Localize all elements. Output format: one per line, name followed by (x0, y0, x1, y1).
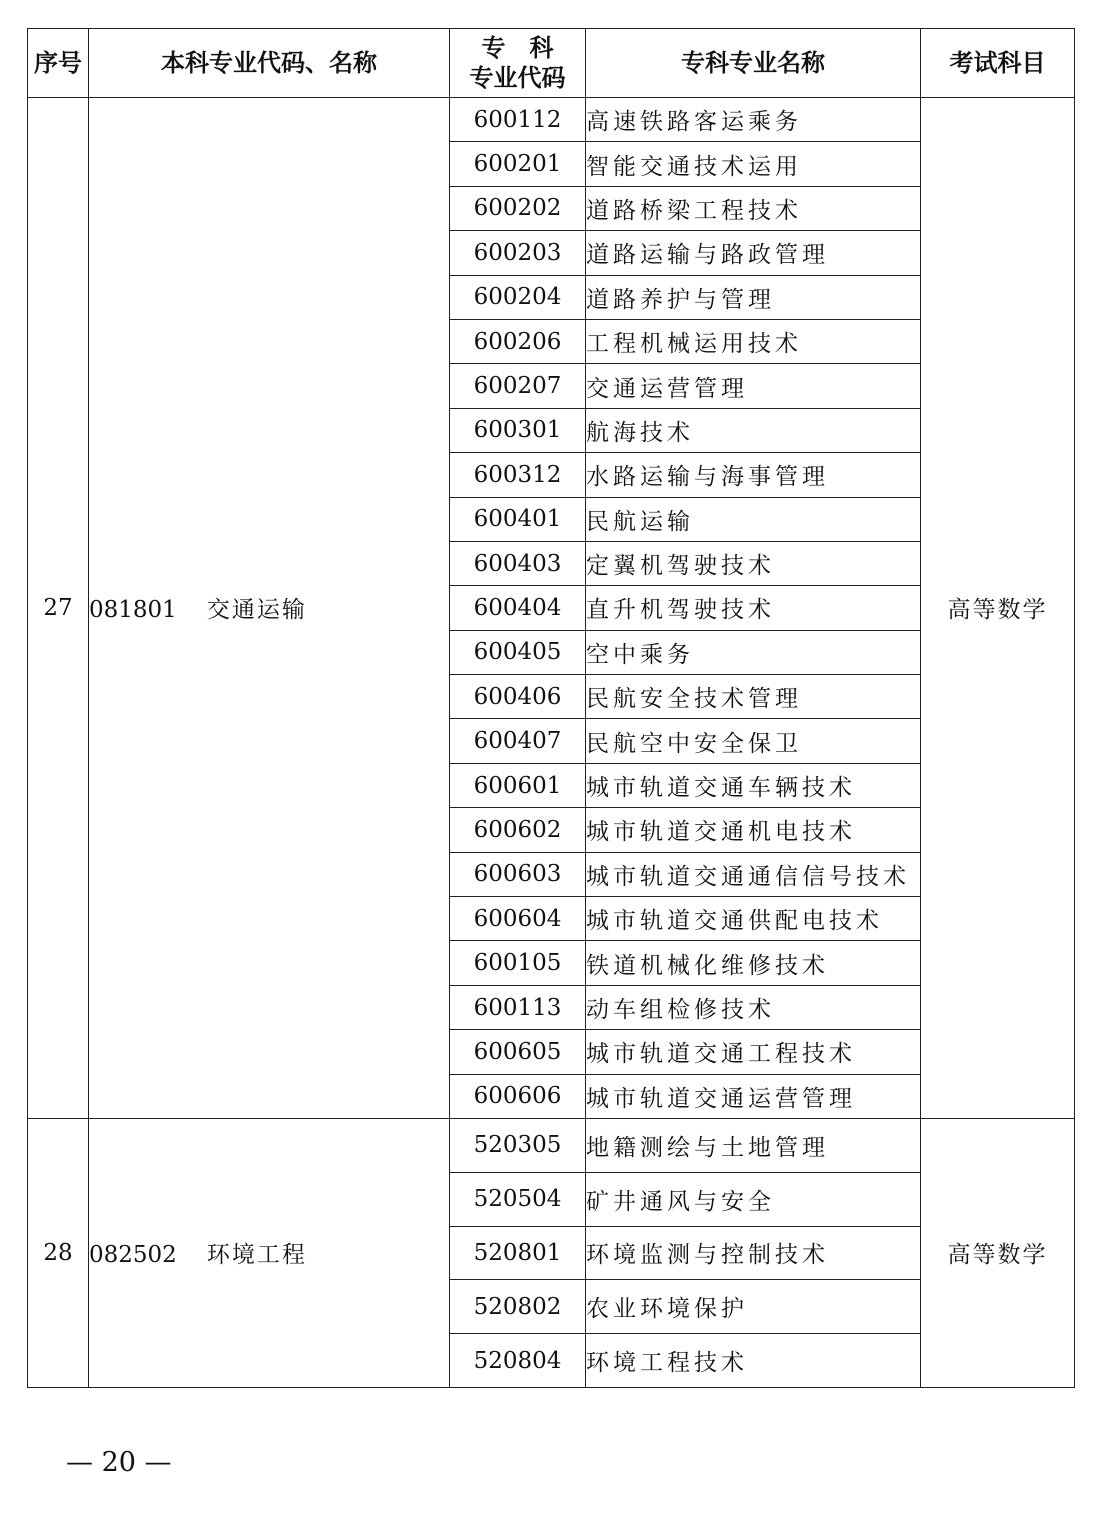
header-seq: 序号 (28, 29, 89, 98)
row-seq: 28 (28, 1118, 89, 1387)
associate-code: 600606 (450, 1074, 586, 1118)
associate-name: 城市轨道交通工程技术 (586, 1030, 921, 1074)
undergrad-major-code: 081801 (89, 597, 177, 624)
exam-subject: 高等数学 (921, 98, 1075, 1119)
associate-code: 600601 (450, 763, 586, 807)
associate-code: 600113 (450, 985, 586, 1029)
associate-name: 工程机械运用技术 (586, 319, 921, 363)
associate-name: 城市轨道交通通信信号技术 (586, 852, 921, 896)
page-number: — 20 — (66, 1447, 172, 1478)
associate-name: 民航空中安全保卫 (586, 719, 921, 763)
header-associate-code (450, 29, 586, 98)
associate-code: 600112 (450, 98, 586, 142)
associate-name: 交通运营管理 (586, 364, 921, 408)
table-body (28, 98, 1075, 1388)
associate-code: 600405 (450, 630, 586, 674)
associate-name: 城市轨道交通机电技术 (586, 808, 921, 852)
associate-name: 水路运输与海事管理 (586, 453, 921, 497)
undergrad-major (89, 1118, 450, 1387)
header-row (28, 29, 1075, 98)
associate-name: 道路桥梁工程技术 (586, 186, 921, 230)
associate-code: 520802 (450, 1280, 586, 1334)
associate-code: 600604 (450, 897, 586, 941)
undergrad-major-name: 交通运输 (206, 597, 307, 624)
associate-name: 动车组检修技术 (586, 985, 921, 1029)
majors-table (27, 28, 1075, 1388)
table-row (28, 1118, 1075, 1172)
associate-name: 环境监测与控制技术 (586, 1226, 921, 1280)
associate-code: 520804 (450, 1334, 586, 1388)
associate-code: 600404 (450, 586, 586, 630)
associate-name: 城市轨道交通车辆技术 (586, 763, 921, 807)
associate-code: 600105 (450, 941, 586, 985)
associate-code: 600201 (450, 142, 586, 186)
row-seq: 27 (28, 98, 89, 1119)
associate-name: 环境工程技术 (586, 1334, 921, 1388)
associate-name: 空中乘务 (586, 630, 921, 674)
associate-code: 520801 (450, 1226, 586, 1280)
undergrad-major-code: 082502 (89, 1242, 177, 1269)
associate-code: 600207 (450, 364, 586, 408)
associate-code: 600403 (450, 541, 586, 585)
associate-code: 600301 (450, 408, 586, 452)
associate-code: 600401 (450, 497, 586, 541)
undergrad-major (89, 98, 450, 1119)
associate-code: 600204 (450, 275, 586, 319)
associate-name: 城市轨道交通供配电技术 (586, 897, 921, 941)
header-associate-name: 专科专业名称 (586, 29, 921, 98)
table-row (28, 98, 1075, 142)
associate-name: 民航运输 (586, 497, 921, 541)
associate-code: 520504 (450, 1172, 586, 1226)
associate-name: 智能交通技术运用 (586, 142, 921, 186)
exam-subject: 高等数学 (921, 1118, 1075, 1387)
associate-name: 道路养护与管理 (586, 275, 921, 319)
header-code-line2: 专业代码 (469, 64, 566, 92)
associate-name: 高速铁路客运乘务 (586, 98, 921, 142)
associate-name: 铁道机械化维修技术 (586, 941, 921, 985)
associate-code: 520305 (450, 1118, 586, 1172)
associate-name: 矿井通风与安全 (586, 1172, 921, 1226)
associate-name: 民航安全技术管理 (586, 675, 921, 719)
header-code-line1: 专 科 (481, 34, 554, 62)
associate-name: 城市轨道交通运营管理 (586, 1074, 921, 1118)
associate-name: 农业环境保护 (586, 1280, 921, 1334)
associate-code: 600206 (450, 319, 586, 363)
associate-name: 航海技术 (586, 408, 921, 452)
associate-code: 600202 (450, 186, 586, 230)
associate-code: 600406 (450, 675, 586, 719)
associate-name: 道路运输与路政管理 (586, 231, 921, 275)
undergrad-major-name: 环境工程 (206, 1242, 307, 1269)
header-undergrad-major: 本科专业代码、名称 (89, 29, 450, 98)
associate-code: 600312 (450, 453, 586, 497)
associate-code: 600602 (450, 808, 586, 852)
associate-code: 600203 (450, 231, 586, 275)
associate-code: 600603 (450, 852, 586, 896)
associate-name: 直升机驾驶技术 (586, 586, 921, 630)
associate-name: 地籍测绘与土地管理 (586, 1118, 921, 1172)
associate-code: 600407 (450, 719, 586, 763)
header-exam-subject: 考试科目 (921, 29, 1075, 98)
associate-code: 600605 (450, 1030, 586, 1074)
associate-name: 定翼机驾驶技术 (586, 541, 921, 585)
